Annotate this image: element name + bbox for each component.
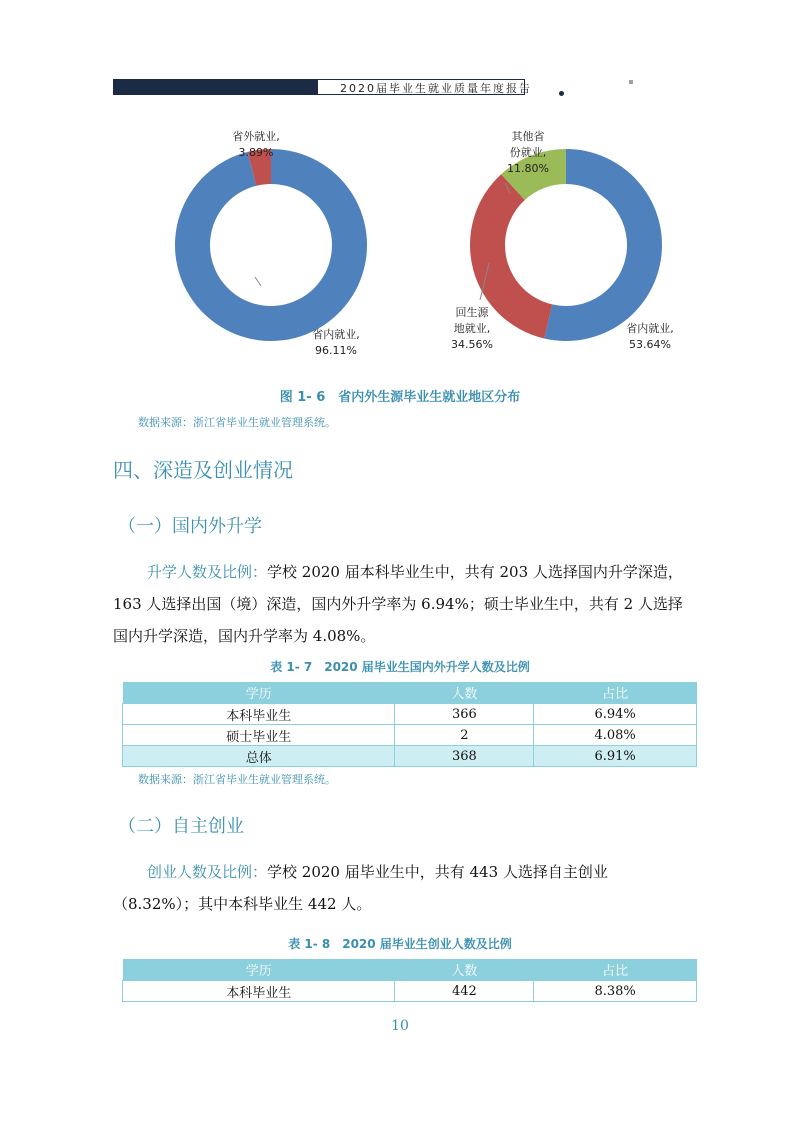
cell-education: 硕士毕业生 [123,725,395,746]
label-inside-pct: 53.64% [629,338,671,351]
table-caption: 表 1- 7 2020 届毕业生国内外升学人数及比例 [270,660,530,674]
leader-line [255,277,261,286]
figure-source: 数据来源：浙江省毕业生就业管理系统。 [138,416,336,429]
cell-count: 366 [395,704,534,725]
cell-ratio: 4.08% [534,725,697,746]
paragraph-startup [113,856,693,920]
label-home-name-1: 回生源 [455,306,489,319]
label-home-pct: 34.56% [451,338,493,351]
cell-count: 368 [395,746,534,767]
subsection-heading-study: （一）国内外升学 [118,516,262,537]
table-startup [122,959,697,1002]
page-number: 10 [391,1018,409,1034]
label-outside-name: 省外就业, [232,130,280,143]
subsection-heading-startup: （二）自主创业 [118,816,244,837]
header-bar [113,79,318,95]
table-row-total [123,746,697,767]
header-title: 2020届毕业生就业质量年度报告 [340,82,532,95]
figure-charts [0,120,800,370]
cell-education: 总体 [123,746,395,767]
table-header-row [123,682,697,704]
section-heading: 四、深造及创业情况 [113,458,293,482]
cell-count: 2 [395,725,534,746]
header-count: 人数 [395,682,534,704]
paragraph-lead: 创业人数及比例： [147,863,268,881]
cell-ratio: 6.94% [534,704,697,725]
label-other-name-1: 其他省 [511,130,545,143]
cell-count: 442 [395,981,534,1002]
label-other-pct: 11.80% [507,162,549,175]
header-education: 学历 [123,682,395,704]
label-inside-name: 省内就业, [312,328,360,341]
table-row [123,725,697,746]
header-count: 人数 [395,959,534,981]
table-source: 数据来源：浙江省毕业生就业管理系统。 [138,773,336,786]
table-caption: 表 1- 8 2020 届毕业生创业人数及比例 [288,937,512,951]
header-mark [629,80,633,84]
cell-ratio: 6.91% [534,746,697,767]
cell-ratio: 8.38% [534,981,697,1002]
donut-left [175,129,367,357]
label-outside-pct: 3.89% [238,146,274,159]
table-row [123,704,697,725]
cell-education: 本科毕业生 [123,704,395,725]
header-dot [559,91,564,96]
label-home-name-2: 地就业, [453,322,491,335]
donut-right [451,129,674,351]
label-other-name-2: 份就业, [509,146,547,159]
header-education: 学历 [123,959,395,981]
paragraph-study [113,556,693,652]
header-ratio: 占比 [534,682,697,704]
label-inside-name: 省内就业, [626,322,674,335]
header-ratio: 占比 [534,959,697,981]
paragraph-text: 学校 2020 届毕业生中，共有 443 人选择自主创业（8.32%）；其中本科毕业生 442 人。 [113,863,608,913]
table-header-row [123,959,697,981]
paragraph-text: 学校 2020 届本科毕业生中，共有 203 人选择国内升学深造，163 人选择出国（境）深造，国内外升学率为 6.94%；硕士毕业生中，共有 2 人选择国内升学深造，国内升学率为 4.08%。 [113,563,683,645]
figure-caption: 图 1- 6 省内外生源毕业生就业地区分布 [279,390,521,405]
table-study [122,682,697,767]
table-row [123,981,697,1002]
paragraph-lead: 升学人数及比例： [147,563,268,581]
cell-education: 本科毕业生 [123,981,395,1002]
label-inside-pct: 96.11% [315,344,357,357]
